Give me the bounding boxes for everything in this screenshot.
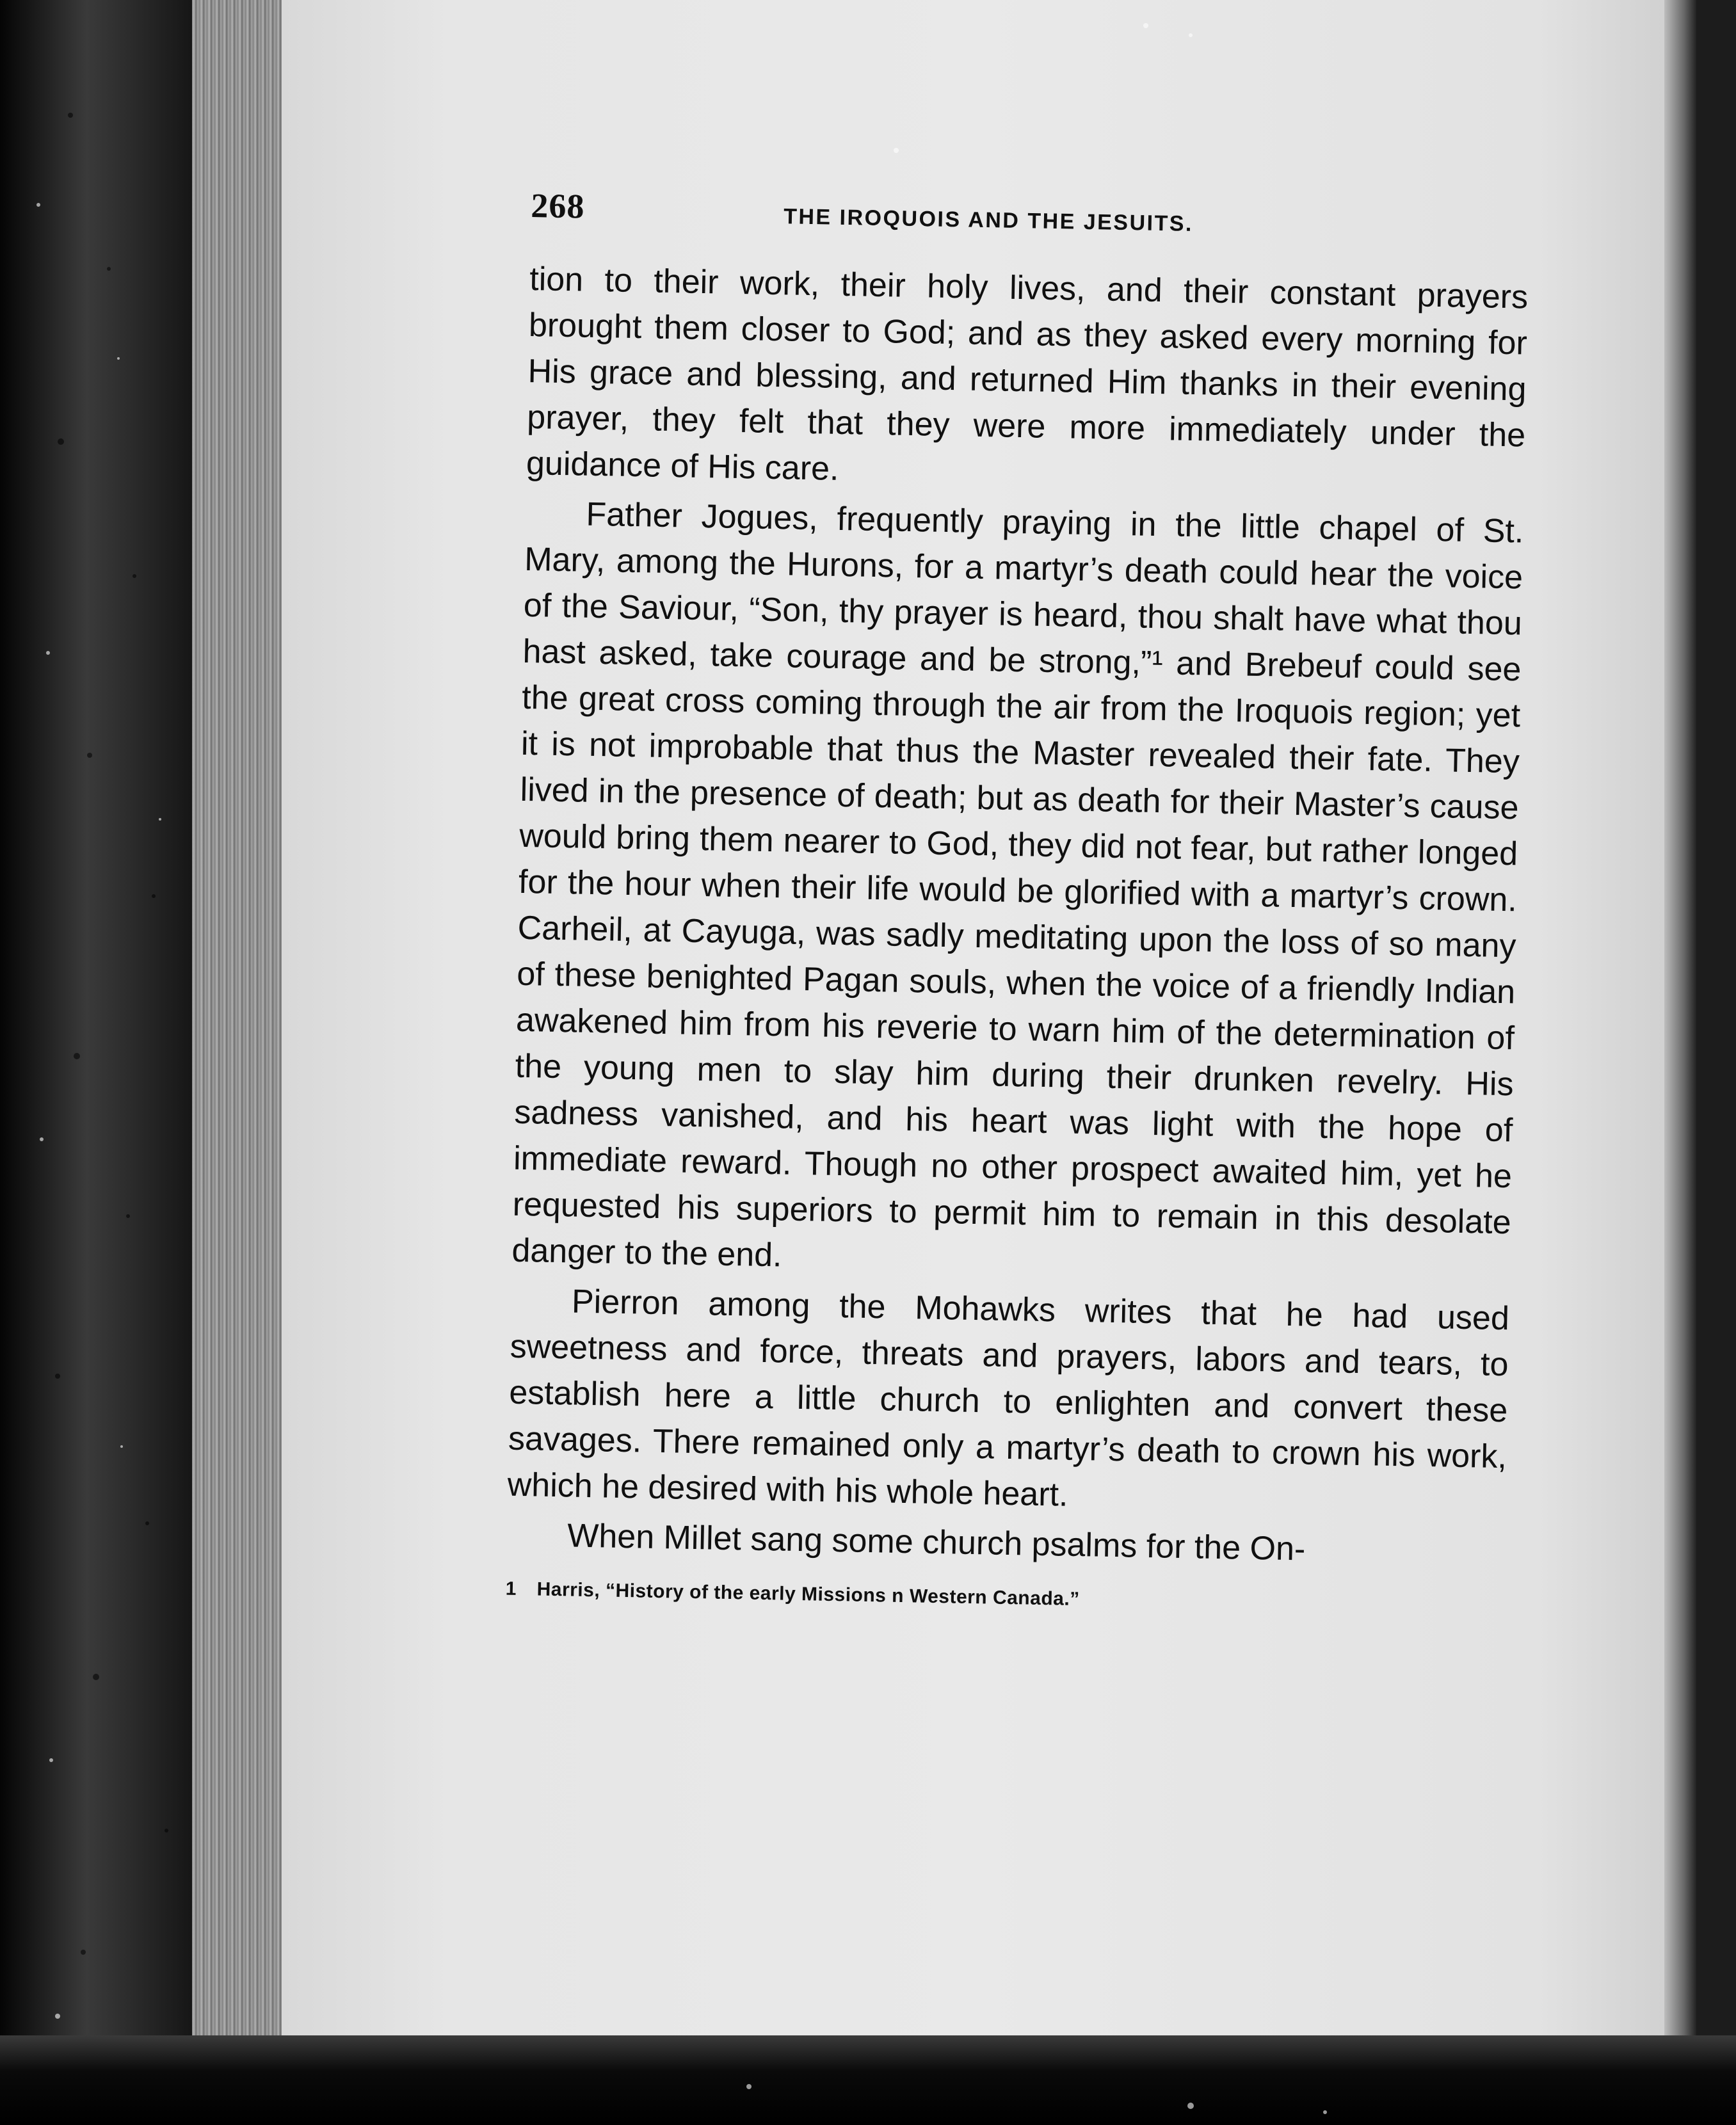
footnote-text: Harris, “History of the early Missions n Western Canada.” [536,1578,1081,1610]
paragraph-jogues: Father Jogues, frequently praying in the little chapel of St. Mary, among the Hurons, for a martyr’s death could hear the voice of the Saviour, “Son, thy prayer is heard, thou shalt have what thou hast asked, take courage and be strong,”¹ and Brebeuf could see the great cross coming through the air from the Iroquois region; yet it is not improbable that thus the Master revealed their fate. They lived in the presence of death; but as death for their Master’s cause would bring them nearer to God, they did not fear, but rather longed for the hour when their life would be glorified with a martyr’s crown. Carheil, at Cayuga, was sadly meditating upon the loss of so many of these benighted Pagan souls, when the voice of a friendly Indian awakened him from his reverie to warn him of the determination of the young men to slay him during their drunken revelry. His sadness vanished, and his heart was light with the hope of immediate reward. Though no other prospect awaited him, yet he requested his superiors to permit him to remain in this desolate danger to the end. [511,495,1524,1274]
facing-page-edge [1696,0,1736,2125]
scan-bottom-border [0,2035,1736,2125]
paragraph-millet: When Millet sang some church psalms for the On- [567,1517,1306,1568]
page-stack-edge [192,0,282,2035]
text-block [506,186,1530,1618]
footnote-marker: 1 [505,1578,517,1600]
paragraph-continued: tion to their work, their holy lives, and their constant prayers brought them closer to God; and as they asked every morning for His grace and blessing, and returned Him thanks in their evening prayer, they felt that they were more immediately under the guidance of His care. [526,260,1529,488]
paragraph-pierron: Pierron among the Mohawks writes that he had used sweetness and force, threats and prayers, labors and tears, to establish here a little church to enlighten and convert these savages. There remained only a martyr’s death to crown his work, which he desired with his whole heart. [507,1283,1510,1514]
page-gutter-shadow [1664,0,1696,2035]
book-spine-edge [0,0,192,2125]
running-title: THE IROQUOIS AND THE JESUITS. [783,204,1194,236]
page-number: 268 [530,186,585,226]
